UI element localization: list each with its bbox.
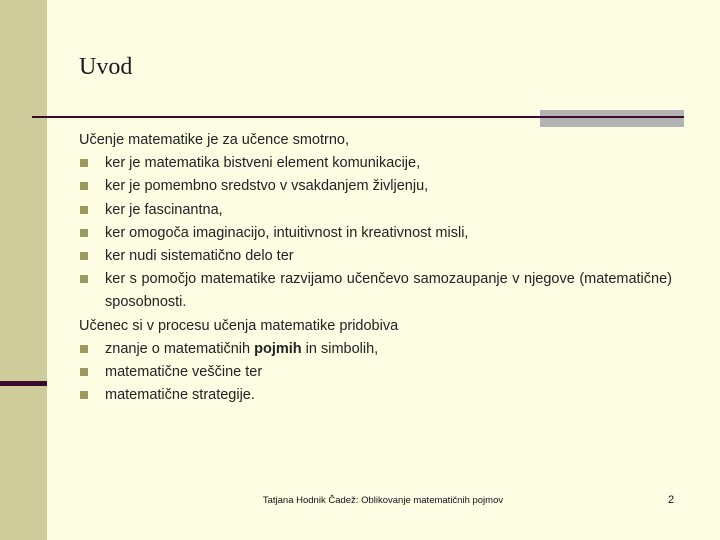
square-bullet-icon (80, 368, 88, 376)
list-item: ker je pomembno sredstvo v vsakdanjem življenju, (79, 175, 672, 198)
slide-body (79, 129, 672, 407)
list-item: ker je matematika bistveni element komunikacije, (79, 152, 672, 175)
list-item: znanje o matematičnih pojmih in simbolih, (79, 338, 672, 361)
title-divider-accent (540, 110, 684, 127)
page-number: 2 (668, 494, 675, 506)
square-bullet-icon (80, 391, 88, 399)
square-bullet-icon (80, 252, 88, 260)
slide-footer: Tatjana Hodnik Čadež: Oblikovanje matematičnih pojmov (262, 495, 504, 506)
square-bullet-icon (80, 275, 88, 283)
side-accent-stripe (0, 381, 47, 386)
list-item: ker s pomočjo matematike razvijamo učenčevo samozaupanje v njegove (matematične) sposobnosti. (79, 268, 672, 314)
square-bullet-icon (80, 206, 88, 214)
square-bullet-icon (80, 229, 88, 237)
square-bullet-icon (80, 159, 88, 167)
intro-text-2: Učenec si v procesu učenja matematike pridobiva (79, 317, 399, 334)
intro-text-1: Učenje matematike je za učence smotrno, (79, 132, 349, 148)
list-item: matematične strategije. (79, 384, 672, 407)
slide-title: Uvod (79, 54, 133, 80)
square-bullet-icon (80, 345, 88, 353)
list-item: ker je fascinantna, (79, 199, 672, 222)
square-bullet-icon (80, 182, 88, 190)
list-item: matematične veščine ter (79, 361, 672, 384)
list-item: ker nudi sistematično delo ter (79, 245, 672, 268)
list-item: ker omogoča imaginacijo, intuitivnost in kreativnost misli, (79, 222, 672, 245)
left-side-bar (0, 0, 47, 540)
